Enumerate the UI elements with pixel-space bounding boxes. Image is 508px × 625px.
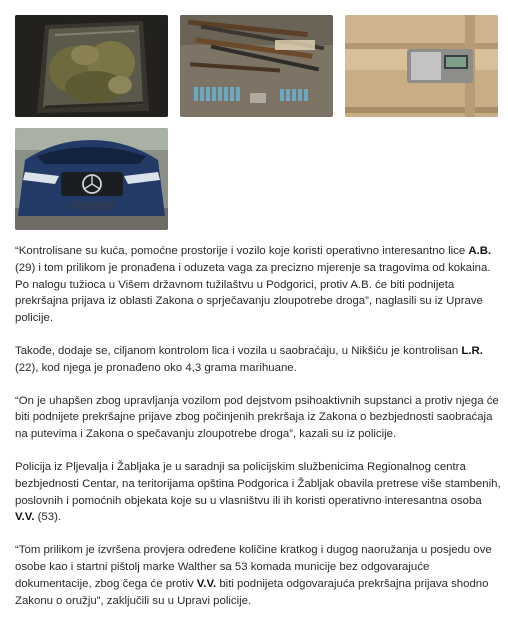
article-body — [15, 243, 501, 625]
paragraph-1: “Kontrolisane su kuća, pomoćne prostorije i vozilo koje koristi operativno interesantno lice A.B. (29) i tom prilikom je pronađena i oduzeta vaga za precizno mjerenje sa tragovima od kokaina. Po nalogu tužioca u Višem državnom tužilaštvu u Podgorici, protiv A.B. će biti podnijeta prekršajna prijava iz oblasti Zakona o sprječavanju zloupotrebe droga”, naglasili su iz Uprave policije. — [15, 245, 492, 325]
photo-gallery — [0, 0, 508, 240]
initials: V.V. — [196, 577, 217, 590]
paragraph-2: Takođe, dodaje se, ciljanom kontrolom lica i vozila u saobraćaju, u Nikšiću je kontrolisan L.R. (22), kod njega je pronađeno oko 4,3 grama marihuane. — [15, 344, 483, 374]
car-photo[interactable] — [15, 128, 168, 230]
initials: L.R. — [461, 344, 483, 357]
paragraph-4: Policija iz Pljevalja i Žabljaka je u saradnji sa policijskim službenicima Regionalnog centra bezbjednosti Centar, na teritorijama opština Podgorica i Žabljak obavila pretrese više stambenih, poslovnih i pomoćnih objekata koje su u vlasništvu ili ih koristi operativno interesantna osoba V.V. (53). — [15, 460, 501, 524]
paragraph-3: “On je uhapšen zbog upravljanja vozilom pod dejstvom psihoaktivnih supstanci a protiv njega će biti podnijete prekršajne prijave zbog počinjenih prekršaja iz Zakona o bezbjednosti saobraćaja na putevima i Zakona o spečavanju zloupotrebe droga”, kazali su iz policije. — [15, 394, 499, 441]
digital-scale-photo[interactable] — [345, 15, 498, 117]
drug-bag-photo[interactable] — [15, 15, 168, 117]
initials: V.V. — [15, 511, 35, 524]
paragraph-5: “Tom prilikom je izvršena provjera određene količine kratkog i dugog naoružanja u posjedu ove osobe kao i startni pištolj marke Walther sa 53 komada municije bez odgovarajuće dokumentacije, zbog čega će protiv V.V. biti podnijeta odgovarajuća prekršajna prijava shodno Zakonu o oružju”, zaključili su u Upravi policije. — [15, 544, 492, 607]
initials: A.B. — [468, 245, 492, 257]
weapons-ammunition-photo[interactable] — [180, 15, 333, 117]
